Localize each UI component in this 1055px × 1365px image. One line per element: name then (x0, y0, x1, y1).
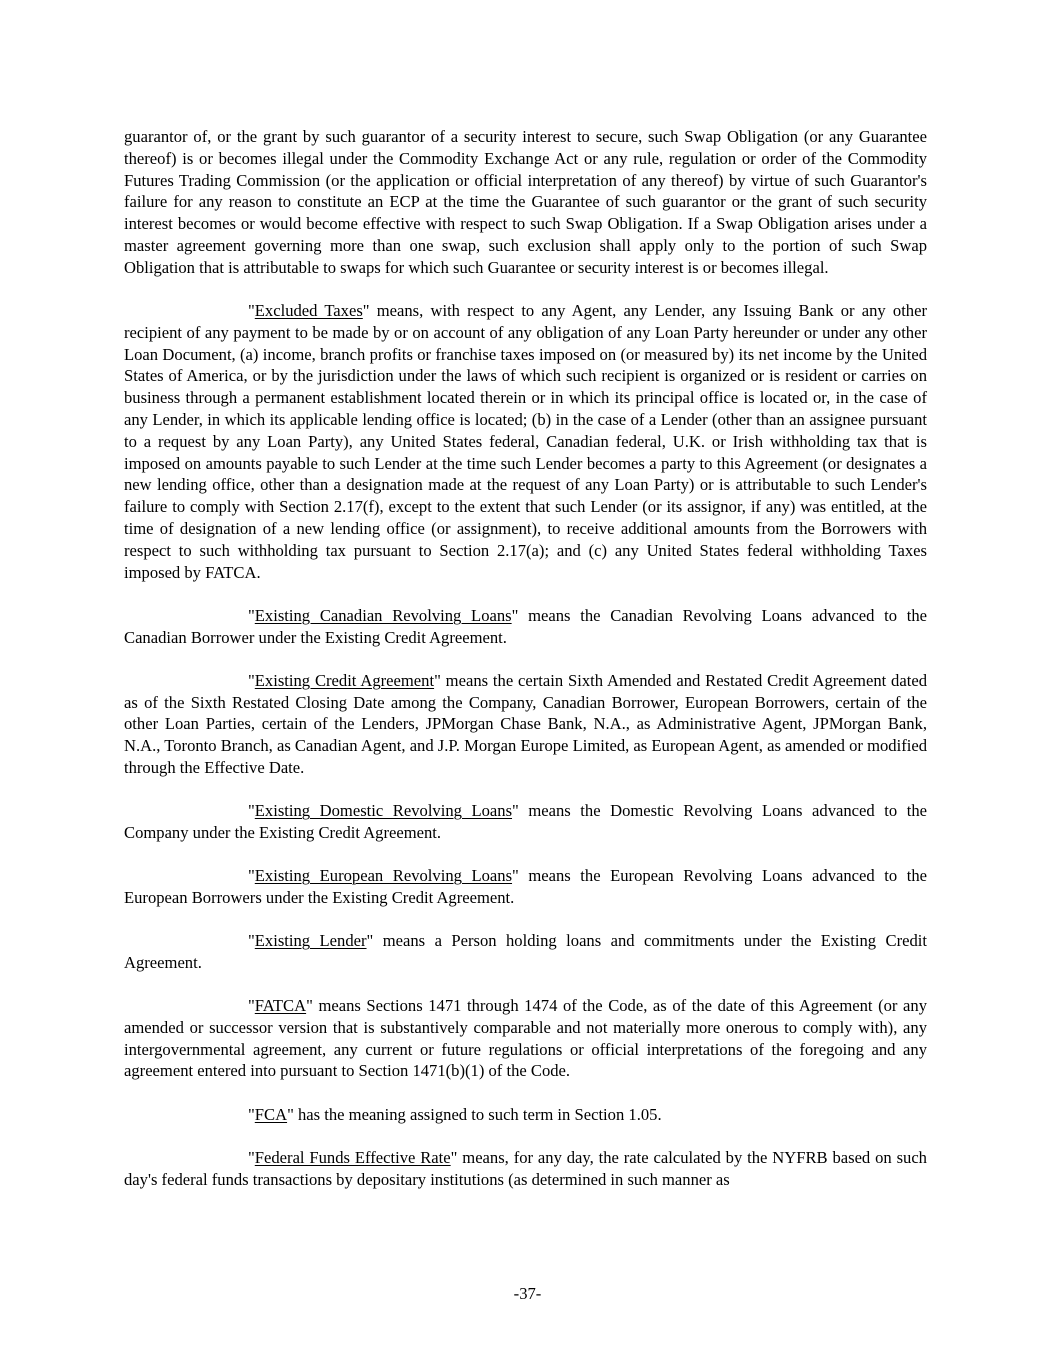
definition-text: " means, with respect to any Agent, any Lender, any Issuing Bank or any other recipient of any payment to be made by or on account of any obligation of any Loan Party hereunder or under any other Loan Document, (a) income, branch profits or franchise taxes imposed on (or measured by) its net income by the United States of America, or by the jurisdiction under the laws of which such recipient is organized or is resident or carries on business through a permanent establishment located therein or in which its principal office is located or, in the case of any Lender, in which its applicable lending office is located; (b) in the case of a Lender (other than an assignee pursuant to a request by any Loan Party), any United States federal, Canadian federal, U.K. or Irish withholding tax that is imposed on amounts payable to such Lender at the time such Lender becomes a party to this Agreement (or designates a new lending office, other than a designation made at the request of any Loan Party) or is attributable to such Lender's failure to comply with Section 2.17(f), except to the extent that such Lender (or its assignor, if any) was entitled, at the time of designation of a new lending office (or assignment), to receive additional amounts from the Borrowers with respect to such withholding tax pursuant to Section 2.17(a); and (c) any United States federal withholding Taxes imposed by FATCA. (124, 300, 927, 582)
definition-fca (124, 1104, 927, 1126)
page-number: -37- (513, 1284, 542, 1303)
definition-text: " means, for any day, the rate calculated by the NYFRB based on such day's federal funds transactions by depositary institutions (as determined in such manner as (124, 1147, 927, 1189)
definition-excluded-taxes (124, 300, 927, 583)
defined-term: Federal Funds Effective Rate (254, 1147, 451, 1167)
defined-term: Existing Credit Agreement (254, 670, 435, 690)
definition-text: " means the Domestic Revolving Loans advanced to the Company under the Existing Credit Agreement. (124, 801, 927, 842)
defined-term: Existing Domestic Revolving Loans (254, 801, 513, 821)
definition-fatca (124, 995, 927, 1082)
open-quote: " (248, 801, 255, 821)
definition-text: " means Sections 1471 through 1474 of the Code, as of the date of this Agreement (or any amended or successor version that is substantively comparable and not materially more onerous to comply with), any intergovernmental agreement, any current or future regulations or official interpretations of the foregoing and any agreement entered into pursuant to Section 1471(b)(1) of the Code. (124, 996, 927, 1081)
open-quote: " (248, 996, 255, 1016)
open-quote: " (248, 300, 255, 320)
definition-text: " means the certain Sixth Amended and Restated Credit Agreement dated as of the Sixth Restated Closing Date among the Company, Canadian Borrower, European Borrowers, certain of the other Loan Parties, certain of the Lenders, JPMorgan Chase Bank, N.A., as Administrative Agent, JPMorgan Bank, N.A., Toronto Branch, as Canadian Agent, and J.P. Morgan Europe Limited, as European Agent, as amended or modified through the Effective Date. (124, 670, 927, 777)
continuation-paragraph (124, 126, 927, 279)
defined-term: Excluded Taxes (254, 300, 363, 320)
definition-existing-lender (124, 930, 927, 974)
defined-term: FCA (254, 1104, 288, 1124)
defined-term: Existing European Revolving Loans (254, 866, 513, 886)
definition-text: " means the Canadian Revolving Loans advanced to the Canadian Borrower under the Existing Credit Agreement. (124, 605, 928, 647)
definition-existing-credit-agreement (124, 670, 927, 779)
definition-text: " means a Person holding loans and commitments under the Existing Credit Agreement. (124, 931, 927, 972)
definition-existing-domestic-revolving-loans (124, 800, 927, 844)
open-quote: " (248, 670, 255, 690)
definition-text: " has the meaning assigned to such term in Section 1.05. (287, 1104, 662, 1124)
open-quote: " (248, 866, 255, 886)
open-quote: " (248, 605, 255, 625)
open-quote: " (248, 1104, 255, 1124)
defined-term: Existing Lender (254, 931, 367, 951)
open-quote: " (248, 931, 255, 951)
definition-existing-european-revolving-loans (124, 865, 927, 909)
defined-term: FATCA (254, 996, 307, 1016)
open-quote: " (248, 1147, 255, 1167)
definition-existing-canadian-revolving-loans (124, 605, 927, 649)
document-page (124, 126, 927, 1212)
paragraph-text: guarantor of, or the grant by such guarantor of a security interest to secure, such Swap Obligation (or any Guarantee thereof) is or becomes illegal under the Commodity Exchange Act or any rule, regulation or order of the Commodity Futures Trading Commission (or the application or official interpretation of any thereof) by virtue of such Guarantor's failure for any reason to constitute an ECP at the time the Guarantee of such guarantor or the grant of such security interest becomes or would become effective with respect to such Swap Obligation. If a Swap Obligation arises under a master agreement governing more than one swap, such exclusion shall apply only to the portion of such Swap Obligation that is attributable to swaps for which such Guarantee or security interest is or becomes illegal. (124, 127, 927, 277)
definition-federal-funds-effective-rate (124, 1147, 927, 1191)
definition-text: " means the European Revolving Loans advanced to the European Borrowers under the Existing Credit Agreement. (124, 866, 927, 907)
defined-term: Existing Canadian Revolving Loans (254, 605, 512, 625)
